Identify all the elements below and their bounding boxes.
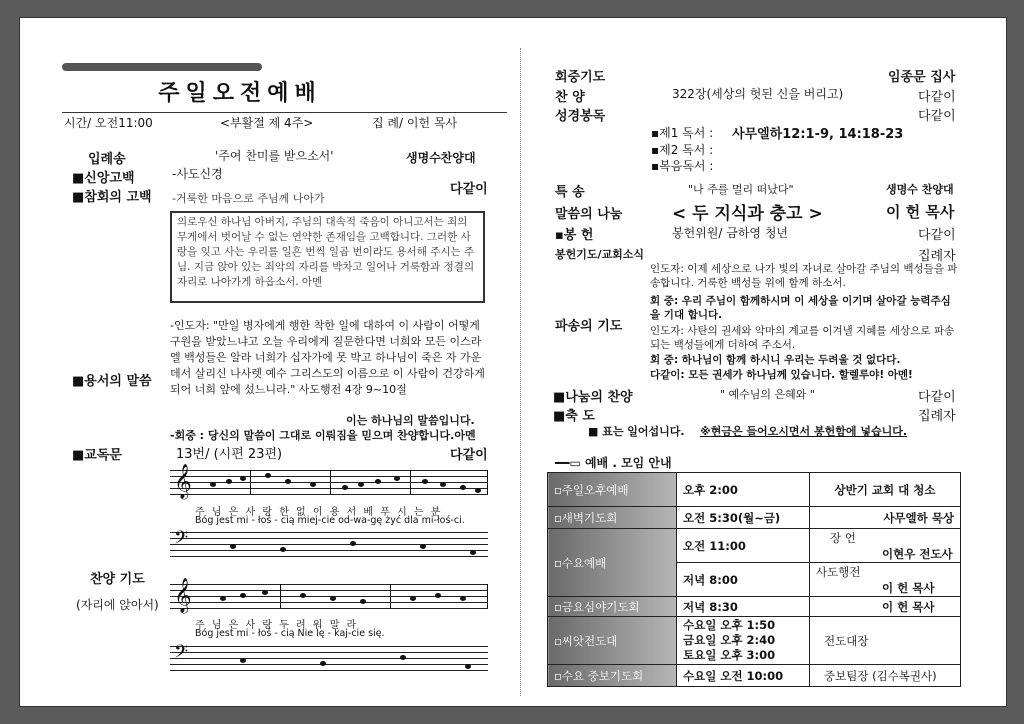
sermon-label: 말씀의 나눔 [555, 207, 623, 222]
column-divider [520, 48, 521, 696]
schedule-info: 상반기 교회 대 청소 [810, 473, 961, 507]
schedule-time: 저녁 8:30 [677, 597, 810, 617]
together-label: 다같이 [450, 182, 488, 197]
schedule-title: ━━▭ 예배 . 모임 안내 [555, 456, 672, 470]
sending-line: 다같이: 모든 권세가 하나님께 있습니다. 할렐루야! 아멘! [650, 369, 913, 381]
row-right: 다같이 [918, 109, 956, 124]
schedule-name: ▫씨앗전도대 [548, 617, 677, 665]
schedule-info: 중보팀장 (김수복권사) [810, 665, 961, 687]
sermon-by: 이 헌 목사 [886, 203, 955, 221]
row-right: 임종문 집사 [888, 70, 956, 85]
psalm-number: 13번/ (시편 23편) [176, 447, 283, 462]
prayer-song-label: 찬양 기도 [90, 572, 145, 587]
creed: -사도신경 [172, 167, 223, 181]
confession-intro: -거룩한 마음으로 주님께 나아가 [172, 192, 325, 205]
share-song: " 예수님의 은혜와 " [720, 388, 815, 401]
row-mid: 322장(세상의 헛된 신을 버리고) [672, 87, 844, 101]
offering-prayer-by: 집례자 [918, 249, 956, 264]
schedule-time: 저녁 8:00 [677, 563, 810, 597]
share-by: 다같이 [918, 390, 956, 405]
special-by: 생명수 찬양대 [886, 183, 954, 196]
call-by: 생명수찬양대 [406, 151, 476, 165]
offering-label: ▪봉 헌 [555, 228, 594, 243]
treble-clef-icon: 𝄞 [174, 578, 192, 613]
row-label: 회중기도 [555, 70, 606, 85]
sending-line: 인도자: 사탄의 권세와 악마의 계교를 이겨낼 지혜를 세상으로 파송되는 백성들에게 더하여 주소서. [650, 325, 955, 351]
schedule-table [547, 472, 961, 687]
together-label: 다같이 [450, 448, 488, 463]
schedule-info: 사무엘하 묵상 [810, 507, 961, 529]
lyrics-korean: 주 님 은 사 랑 두 려 워 말 라 [195, 620, 359, 631]
benediction-label: ■축 도 [553, 409, 595, 424]
reading2-label: ▪제2 독서 : [651, 143, 714, 157]
special-label: 특 송 [555, 185, 585, 200]
special-song: "나 주를 멀리 떠났다" [688, 183, 794, 196]
pardon-text: -인도자: "만일 병자에게 행한 착한 일에 대하여 이 사람이 어떻게 구원을 받았느냐고 오늘 우리에게 질문한다면 너희와 모든 이스라엘 백성들은 알라 너희가 십자가에 못 박고 하나님이 죽은 자 가운데서 살리신 나사렛 예수 그리스도의 이름으로 이 사람이 건강하게 되어 너희 앞에 섰느니라." 사도행전 4장 9~10절 [170, 319, 485, 396]
table-row [548, 529, 961, 563]
lyrics-polish: Bóg jest mi - łoś - cią miej-cie od-wa-gę żyć dla mi-łoś-ci. [195, 515, 465, 526]
service-title: 주일오전예배 [158, 80, 322, 106]
call-song: '주여 찬미를 받으소서' [215, 149, 334, 163]
leader-label: 집 례/ 이헌 목사 [372, 116, 458, 130]
schedule-info: 사도행전 이 헌 목사 [810, 563, 961, 597]
psalm-label: ■교독문 [72, 448, 122, 463]
offering-by: 다같이 [918, 228, 956, 243]
pardon-response: -회중 : 당신의 말씀이 그대로 이뤄짐을 믿으며 찬양합니다.아멘 [170, 429, 476, 442]
reading1: 사무엘하12:1-9, 14:18-23 [732, 127, 904, 142]
schedule-info: 장 언 이현우 전도사 [810, 529, 961, 563]
schedule-name: ▫수요 중보기도회 [548, 665, 677, 687]
gospel-label: ▪복음독서 : [651, 159, 714, 173]
bass-staff [170, 528, 488, 558]
sending-line: 회 중: 하나님이 함께 하시니 우리는 두려울 것 없다다. [650, 354, 901, 366]
schedule-info: 전도대장 [810, 617, 961, 665]
bass-clef-icon: 𝄢 [174, 642, 189, 667]
offering-prayer-label: 봉헌기도/교회소식 [555, 248, 645, 261]
divider [62, 112, 507, 113]
schedule-name: ▫수요예배 [548, 529, 677, 597]
schedule-time: 오후 2:00 [677, 473, 810, 507]
schedule-name: ▫주일오후예배 [548, 473, 677, 507]
table-row [548, 473, 961, 507]
schedule-name: ▫새벽기도회 [548, 507, 677, 529]
pardon-end: 이는 하나님의 말씀입니다. [346, 414, 475, 427]
schedule-info: 이 헌 목사 [810, 597, 961, 617]
treble-clef-icon: 𝄞 [174, 464, 192, 499]
bulletin-sheet [19, 17, 1007, 707]
creed-label: ■신앙고백 [72, 171, 135, 186]
pardon-label: ■용서의 말씀 [72, 374, 152, 389]
schedule-time: 오전 5:30(월~금) [677, 507, 810, 529]
lyrics-korean: 주 님 은 사 랑 한 없 이 용 서 베 푸 시 는 분 [195, 507, 443, 518]
bass-clef-icon: 𝄢 [174, 528, 189, 553]
reading1-label: ▪제1 독서 : [651, 126, 714, 140]
table-row [548, 617, 961, 665]
row-label: 찬 양 [555, 90, 585, 105]
benediction-by: 집례자 [918, 409, 956, 424]
bass-staff [170, 642, 488, 672]
sending-label: 파송의 기도 [555, 319, 623, 334]
offering-note: ※현금은 들어오시면서 봉헌함에 넣습니다. [700, 425, 908, 438]
row-label: 성경봉독 [555, 109, 606, 124]
schedule-name: ▫금요심야기도회 [548, 597, 677, 617]
table-row [548, 507, 961, 529]
service-time: 시간/ 오전11:00 [64, 116, 153, 130]
share-label: ■나눔의 찬양 [553, 390, 633, 405]
lyrics-polish: Bóg jest mi - łoś - cią Nie lę - kaj-cie się. [195, 628, 385, 639]
prayer-song-note: (자리에 앉아서) [76, 598, 159, 612]
sending-line: 회 중: 우리 주님이 함께하시며 이 세상을 이기며 살아갈 능력주심을 기대 합니다. [650, 295, 951, 321]
schedule-time: 수요일 오후 1:50 금요일 오후 2:40 토요일 오후 3:00 [677, 617, 810, 665]
schedule-time: 수요일 오전 10:00 [677, 665, 810, 687]
call-label: 입례송 [88, 152, 126, 167]
table-row [548, 597, 961, 617]
table-row [548, 665, 961, 687]
row-right: 다같이 [918, 90, 956, 105]
stand-note: ■ 표는 일어섭니다. [588, 425, 685, 438]
confession-box: 의로우신 하나님 아버지, 주님의 대속적 죽음이 아니고서는 죄의 무게에서 벗어날 수 없는 연약한 존재임을 고백합니다. 그러한 사랑을 잊고 사는 우리를 일흔 번씩 일곱 번이라도 용서해 주시는 주님. 지금 앉아 있는 죄악의 자리를 박차고 일어나 거룩함과 정결의 자리로 나아가게 하옵소서. 아멘 [170, 211, 485, 303]
decorative-bar [62, 63, 262, 71]
offering: 봉헌위원/ 금하영 청년 [672, 226, 789, 240]
confession-label: ■참회의 고백 [72, 190, 152, 205]
sending-line: 인도자: 이제 세상으로 나가 빛의 자녀로 살아갈 주님의 백성들을 파송합니다. 거룩한 백성들 위에 함께 하소서. [650, 263, 958, 289]
sermon-title: < 두 지식과 충고 > [672, 204, 823, 224]
schedule-time: 오전 11:00 [677, 529, 810, 563]
season-label: <부활절 제 4주> [220, 116, 314, 130]
